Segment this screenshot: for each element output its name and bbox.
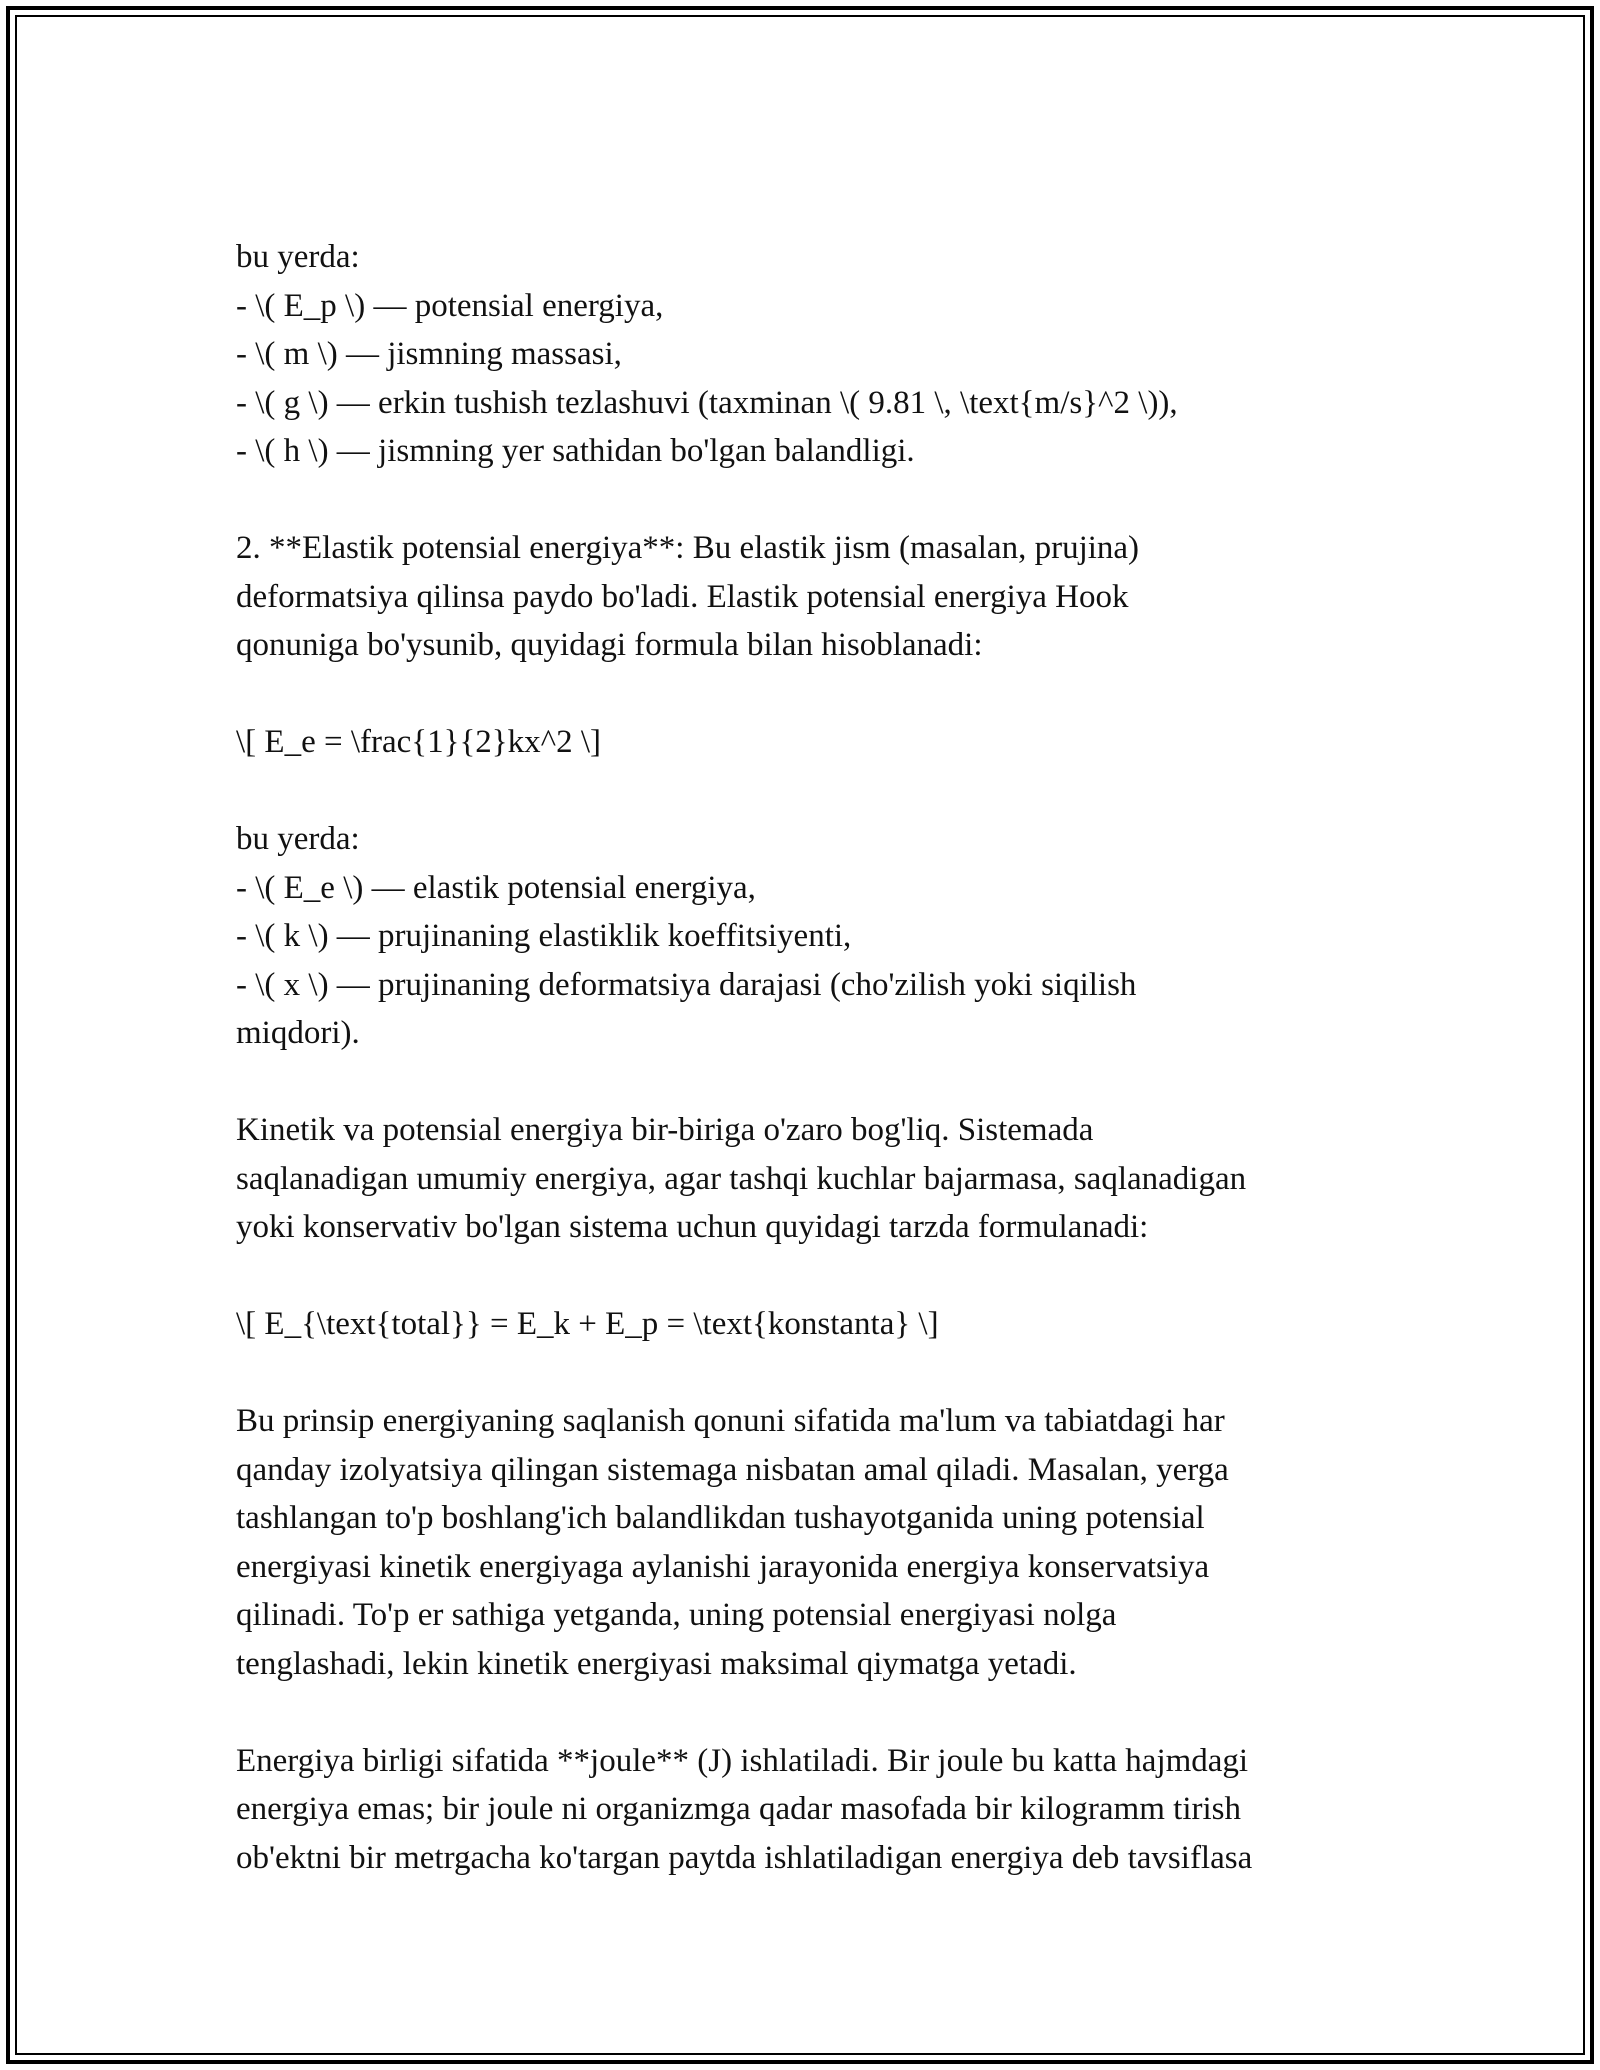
elastic-variables: [236, 815, 1396, 1058]
list-line: bu yerda:: [236, 239, 360, 275]
formula-line: \[ E_e = \frac{1}{2}kx^2 \]: [236, 724, 602, 760]
text-line: Bu prinsip energiyaning saqlanish qonuni sifatida ma'lum va tabiatdagi har: [236, 1403, 1225, 1439]
text-line: energiya emas; bir joule ni organizmga qadar masofada bir kilogramm tirish: [236, 1791, 1241, 1827]
paragraph-spacer: [236, 1058, 1396, 1107]
paragraph-spacer: [236, 1349, 1396, 1398]
text-line: Energiya birligi sifatida **joule** (J) ishlatiladi. Bir joule bu katta hajmdagi: [236, 1742, 1249, 1779]
text-line: energiyasi kinetik energiyaga aylanishi jarayonida energiya konservatsiya: [236, 1548, 1210, 1585]
list-line: - \( E_e \) — elastik potensial energiya,: [236, 869, 756, 906]
paragraph-spacer: [236, 476, 1396, 525]
text-line: tenglashadi, lekin kinetik energiyasi maksimal qiymatga yetadi.: [236, 1645, 1077, 1682]
list-line: bu yerda:: [236, 821, 360, 857]
joule-paragraph: [236, 1737, 1396, 1883]
conservation-paragraph: [236, 1397, 1396, 1688]
elastic-energy-formula: [236, 718, 1396, 767]
text-line: qonuniga bo'ysunib, quyidagi formula bilan hisoblanadi:: [236, 627, 983, 663]
paragraph-spacer: [236, 1688, 1396, 1737]
text-line: tashlangan to'p boshlang'ich balandlikdan tushayotganida uning potensial: [236, 1500, 1205, 1536]
list-line: - \( h \) — jismning yer sathidan bo'lgan balandligi.: [236, 433, 915, 469]
formula-line: \[ E_{\text{total}} = E_k + E_p = \text{konstanta} \]: [236, 1306, 939, 1342]
paragraph-spacer: [236, 1252, 1396, 1301]
gravity-variables: [236, 233, 1396, 476]
text-line: ob'ektni bir metrgacha ko'targan paytda ishlatiladigan energiya deb tavsiflasa: [236, 1839, 1253, 1876]
list-line: - \( k \) — prujinaning elastiklik koeffitsiyenti,: [236, 918, 852, 954]
text-line: qilinadi. To'p er sathiga yetganda, uning potensial energiyasi nolga: [236, 1597, 1117, 1633]
document-body: [236, 233, 1396, 1882]
text-line: qanday izolyatsiya qilingan sistemaga nisbatan amal qiladi. Masalan, yerga: [236, 1451, 1229, 1488]
paragraph-spacer: [236, 670, 1396, 719]
elastic-energy-paragraph: [236, 524, 1396, 670]
text-line: yoki konservativ bo'lgan sistema uchun quyidagi tarzda formulanadi:: [236, 1209, 1149, 1245]
list-line: - \( E_p \) — potensial energiya,: [236, 287, 664, 324]
list-line: - \( g \) — erkin tushish tezlashuvi (taxminan \( 9.81 \, \text{m/s}^2 \)),: [236, 384, 1178, 421]
list-line: - \( x \) — prujinaning deformatsiya darajasi (cho'zilish yoki siqilish: [236, 966, 1137, 1003]
text-line: saqlanadigan umumiy energiya, agar tashqi kuchlar bajarmasa, saqlanadigan: [236, 1160, 1247, 1197]
energy-relation-paragraph: [236, 1106, 1396, 1252]
text-line: deformatsiya qilinsa paydo bo'ladi. Elastik potensial energiya Hook: [236, 578, 1129, 615]
text-line: 2. **Elastik potensial energiya**: Bu elastik jism (masalan, prujina): [236, 530, 1140, 566]
total-energy-formula: [236, 1300, 1396, 1349]
list-line: miqdori).: [236, 1015, 360, 1051]
paragraph-spacer: [236, 767, 1396, 816]
list-line: - \( m \) — jismning massasi,: [236, 336, 622, 372]
text-line: Kinetik va potensial energiya bir-biriga o'zaro bog'liq. Sistemada: [236, 1112, 1094, 1148]
